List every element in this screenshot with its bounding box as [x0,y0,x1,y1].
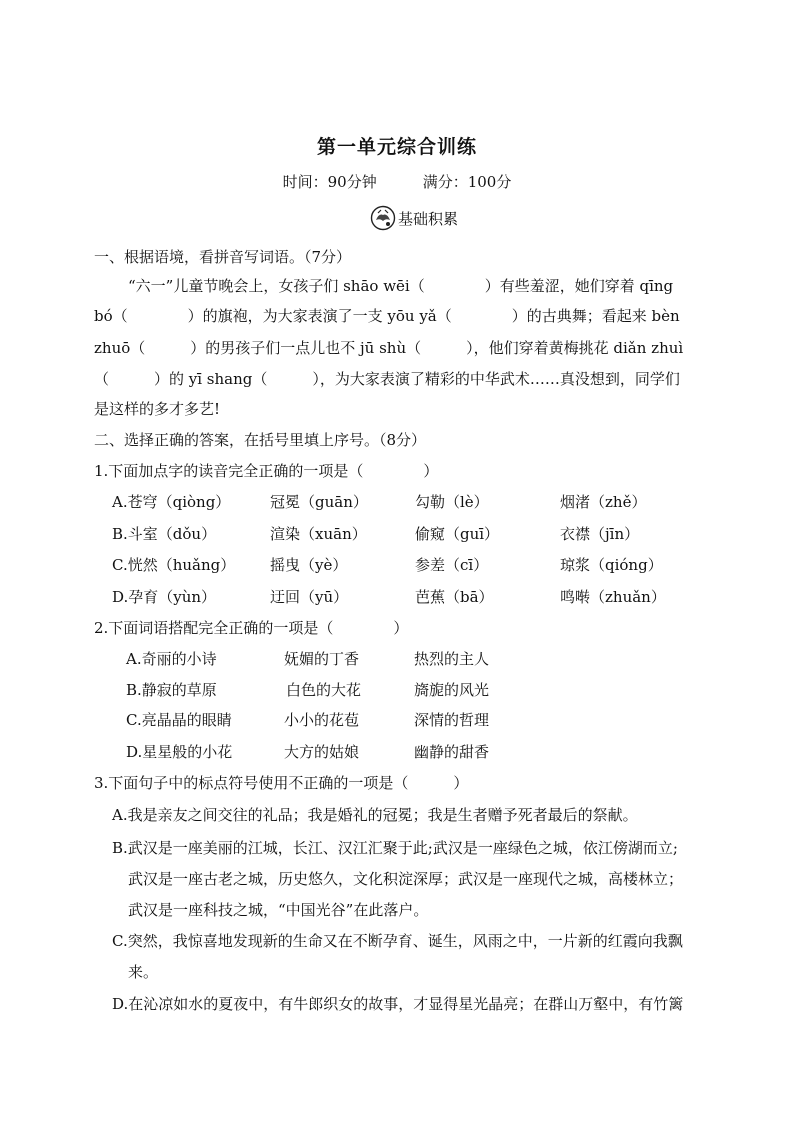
phrase-item: 妩媚的丁香 [284,650,360,668]
phrase-item: 幽静的甜香 [414,743,490,761]
pinyin-item: 摇曳（yè） [270,556,348,574]
pinyin-item: 勾勒（lè） [415,493,489,511]
q2-3-option-line: D.在沁凉如水的夏夜中，有牛郎织女的故事，才显得星光晶亮；在群山万壑中，有竹篱 [112,995,684,1013]
pinyin-item: 渲染（xuān） [270,525,367,543]
pinyin-item: 迂回（yū） [270,588,349,606]
pinyin-item: 偷窥（guī） [415,525,500,543]
phrase-item: 深情的哲理 [414,711,490,729]
q2-2-stem: 2.下面词语搭配完全正确的一项是（ ） [94,619,409,637]
phrase-item: B.静寂的草原 [126,681,217,699]
pinyin-item: 冠冕（guān） [270,493,368,511]
pinyin-item: 琼浆（qióng） [560,556,663,574]
section-label: 基础积累 [398,209,459,228]
page-title: 第一单元综合训练 [316,136,477,158]
pinyin-item: D.孕育（yùn） [112,588,217,606]
q2-3-option-line: 来。 [128,963,159,981]
q2-3-option-line: B.武汉是一座美丽的江城，长江、汉江汇聚于此;武汉是一座绿色之城，依江傍湖而立; [112,839,678,857]
book-medal-icon [370,205,396,231]
q2-3-option-line: C.突然，我惊喜地发现新的生命又在不断孕育、诞生，风雨之中，一片新的红霞向我飘 [112,932,683,950]
q1-text-line: “六一”儿童节晚会上，女孩子们 shāo wēi（ ）有些羞涩，她们穿着 qīng [128,277,674,295]
phrase-item: A.奇丽的小诗 [126,650,217,668]
q1-text-line: 是这样的多才多艺! [94,400,221,418]
pinyin-item: C.恍然（huǎng） [112,556,236,574]
q2-3-option-line: 武汉是一座科技之城，“中国光谷”在此落户。 [128,901,429,919]
pinyin-item: 烟渚（zhě） [560,493,647,511]
q1-text-line: bó（ ）的旗袍，为大家表演了一支 yōu yǎ（ ）的古典舞；看起来 bèn [94,307,680,325]
q2-3-option-line: A.我是亲友之间交往的礼品；我是婚礼的冠冕；我是生者赠予死者最后的祭献。 [112,806,638,824]
q1-text-line: （ ）的 yī shang（ ），为大家表演了精彩的中华武术……真没想到，同学们 [94,370,680,388]
phrase-item: 小小的花苞 [284,711,360,729]
full-score: 满分：100分 [422,173,512,191]
phrase-item: D.星星般的小花 [126,743,233,761]
q2-1-stem: 1.下面加点字的读音完全正确的一项是（ ） [94,462,439,480]
pinyin-item: 参差（cī） [415,556,489,574]
q2-3-stem: 3.下面句子中的标点符号使用不正确的一项是（ ） [94,774,469,792]
pinyin-item: 鸣啭（zhuǎn） [560,588,666,606]
phrase-item: 热烈的主人 [414,650,490,668]
pinyin-item: 衣襟（jīn） [560,525,640,543]
q1-heading: 一、根据语境，看拼音写词语。（7分） [94,248,352,266]
pinyin-item: B.斗室（dǒu） [112,525,217,543]
time-limit: 时间：90分钟 [282,173,377,191]
section-heading [370,204,458,232]
phrase-item: 白色的大花 [286,681,362,699]
phrase-item: C.亮晶晶的眼睛 [126,711,232,729]
pinyin-item: 芭蕉（bā） [415,588,494,606]
q1-text-line: zhuō（ ）的男孩子们一点儿也不 jū shù（ ），他们穿着黄梅挑花 diǎn zhuì [94,339,684,357]
phrase-item: 旖旎的风光 [414,681,490,699]
q2-3-option-line: 武汉是一座古老之城，历史悠久，文化积淀深厚；武汉是一座现代之城，高楼林立； [128,870,684,888]
phrase-item: 大方的姑娘 [284,743,360,761]
q2-heading: 二、选择正确的答案，在括号里填上序号。（8分） [94,431,427,449]
pinyin-item: A.苍穹（qiòng） [112,493,231,511]
exam-meta [0,171,794,192]
